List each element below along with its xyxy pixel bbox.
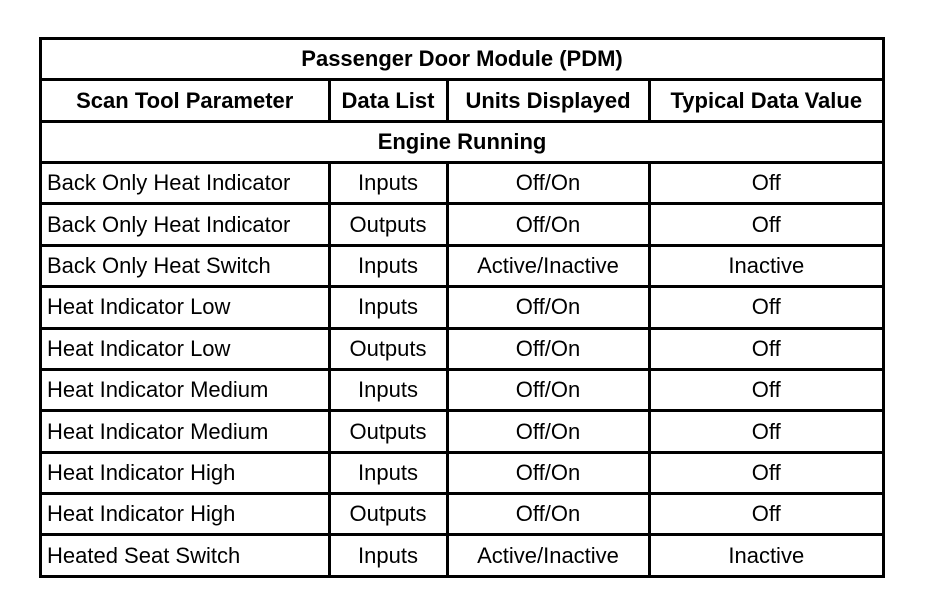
pdm-data-table [39, 37, 885, 578]
cell-typical-value: Inactive [649, 535, 882, 575]
section-row [42, 121, 882, 162]
table-row [42, 328, 882, 369]
cell-units: Off/On [447, 287, 649, 328]
cell-units: Active/Inactive [447, 535, 649, 575]
cell-units: Off/On [447, 411, 649, 452]
cell-typical-value: Off [649, 328, 882, 369]
cell-data-list: Outputs [329, 494, 447, 535]
cell-parameter: Heat Indicator Low [42, 287, 329, 328]
cell-data-list: Outputs [329, 204, 447, 245]
cell-units: Off/On [447, 369, 649, 410]
cell-data-list: Inputs [329, 163, 447, 204]
cell-data-list: Inputs [329, 535, 447, 575]
cell-parameter: Heat Indicator High [42, 494, 329, 535]
table-row [42, 369, 882, 410]
table-row [42, 411, 882, 452]
cell-units: Off/On [447, 163, 649, 204]
table-row [42, 204, 882, 245]
cell-units: Off/On [447, 494, 649, 535]
table-row [42, 452, 882, 493]
cell-parameter: Back Only Heat Switch [42, 245, 329, 286]
table-row [42, 494, 882, 535]
data-grid [42, 40, 882, 575]
cell-typical-value: Off [649, 411, 882, 452]
header-typical-data-value: Typical Data Value [649, 80, 882, 121]
cell-units: Active/Inactive [447, 245, 649, 286]
header-row [42, 80, 882, 121]
cell-parameter: Back Only Heat Indicator [42, 163, 329, 204]
cell-typical-value: Off [649, 452, 882, 493]
header-units-displayed: Units Displayed [447, 80, 649, 121]
cell-typical-value: Off [649, 163, 882, 204]
section-label: Engine Running [42, 121, 882, 162]
cell-typical-value: Off [649, 369, 882, 410]
cell-typical-value: Off [649, 204, 882, 245]
cell-data-list: Inputs [329, 452, 447, 493]
cell-typical-value: Off [649, 287, 882, 328]
cell-typical-value: Off [649, 494, 882, 535]
table-title: Passenger Door Module (PDM) [42, 40, 882, 80]
cell-parameter: Heat Indicator High [42, 452, 329, 493]
table-row [42, 245, 882, 286]
cell-data-list: Outputs [329, 411, 447, 452]
table-row [42, 535, 882, 575]
cell-typical-value: Inactive [649, 245, 882, 286]
cell-parameter: Heat Indicator Medium [42, 369, 329, 410]
cell-data-list: Inputs [329, 369, 447, 410]
cell-units: Off/On [447, 328, 649, 369]
cell-data-list: Outputs [329, 328, 447, 369]
cell-parameter: Heated Seat Switch [42, 535, 329, 575]
cell-data-list: Inputs [329, 245, 447, 286]
table-row [42, 287, 882, 328]
header-data-list: Data List [329, 80, 447, 121]
cell-parameter: Heat Indicator Medium [42, 411, 329, 452]
cell-units: Off/On [447, 204, 649, 245]
cell-units: Off/On [447, 452, 649, 493]
cell-data-list: Inputs [329, 287, 447, 328]
cell-parameter: Heat Indicator Low [42, 328, 329, 369]
table-row [42, 163, 882, 204]
title-row [42, 40, 882, 80]
header-scan-tool-parameter: Scan Tool Parameter [42, 80, 329, 121]
cell-parameter: Back Only Heat Indicator [42, 204, 329, 245]
